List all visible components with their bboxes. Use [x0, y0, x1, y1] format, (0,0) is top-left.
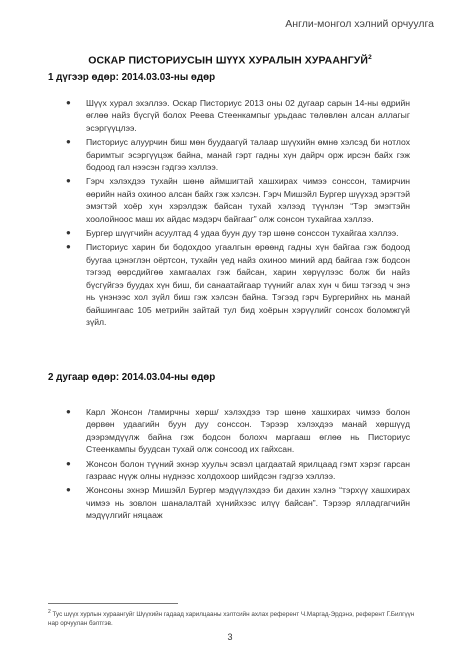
list-item-text: Гэрч хэлэхдээ тухайн шөнө аймшигтай хашхирах чимээ сонссон, тамирчин өөрийн найз охиноо алсан байх гэж хэлсэн. Гэрч Мишэйл Бургер шүүхэд эрэгтэй эмэгтэй хоёр хүн хэрэлдэж байсан тухай хэлээд түүнлэн “Тэр эмэгтэйн хоолойноос маш их айдас мэдэрч байгааг” олж сонсон тухайгаа хэллээ.: [86, 176, 410, 224]
list-item: [66, 136, 410, 173]
bullet-icon: ●: [66, 98, 71, 107]
document-title-text: ОСКАР ПИСТОРИУСЫН ШҮҮХ ХУРАЛЫН ХУРААНГУЙ: [88, 54, 369, 67]
running-header: Англи-монгол хэлний орчуулга: [285, 18, 434, 30]
list-item: [66, 241, 410, 328]
bullet-icon: ●: [66, 137, 71, 147]
list-item: [66, 406, 410, 456]
bullet-list-day-2: [66, 406, 410, 524]
list-item: [66, 484, 410, 521]
bullet-icon: ●: [66, 242, 71, 252]
list-item-text: Писториус алуурчин биш мөн буудаагүй талаар шүүхийн өмнө хэлсэд би нотлох баримтыг эсэргүүцэж байна, манай гэрт гадны хүн дайрч орж ирсэн байх гэж бодоод гал нээсэн гэдгээ хэллээ.: [86, 137, 410, 173]
list-item: [66, 175, 410, 225]
title-footnote-ref: 2: [368, 54, 372, 61]
page-number: 3: [227, 632, 233, 642]
footnote: [48, 608, 418, 628]
list-item: [66, 97, 410, 134]
list-item: [66, 458, 410, 483]
bullet-icon: ●: [66, 458, 71, 468]
document-title: [0, 54, 460, 67]
list-item-text: Шүүх хурал эхэллээ. Оскар Писториус 2013 оны 02 дугаар сарын 14-ны өдрийн өглөө найз бүсгүй болох Реева Стеенкампыг урьдаас төлөвлөн алсан аллагыг эсэргүүцлээ.: [86, 98, 410, 133]
list-item-text: Бургер шүүгчийн асуултад 4 удаа буун дуу тэр шөнө сонссон тухайгаа хэллээ.: [86, 228, 399, 239]
footnote-divider: [48, 603, 178, 604]
section-heading-day-2: 2 дугаар өдөр: 2014.03.04-ны өдөр: [48, 372, 216, 383]
list-item-text: Жонсоны эхнэр Мишэйл Бургер мэдүүлэхдээ би дахин хэлнэ “тэрхүү хашхирах чимээ нь зовлон шаналалтай хүнийхээс илүү байсан”. Тэрээр ялладгагчийн мэдүүлгийг няцааж: [86, 485, 410, 521]
footnote-text: Тус шүүх хурлын хураангуйг Шүүхийн гадаад харилцааны хэлтсийн ахлах референт Ч.Маргад-Эрдэнэ, референт Г.Билгүүн нар орчуулан бэлтгэв.: [48, 611, 415, 627]
list-item-text: Карл Жонсон /тамирчны хөрш/ хэлэхдээ тэр шөнө хашхирах чимээ болон дөрвөн удаагийн буун дуу сонссон. Тэрээр хэлэхдээ манай хөршүүд дээрэмдүүлж байна гэж бодсон болохч маргааш өглөө нь Писториус Стеенкампы буудсан тухай олж сонсоод их гайхсан.: [86, 407, 410, 455]
bullet-icon: ●: [66, 485, 71, 495]
list-item-text: Писториус харин би бодохдоо угаалгын өрөөнд гадны хүн байгаа гэж бодоод буугаа цэнэглэн оёртсон, тухайн үед найз охиноо миний ард байгаа гэж бодсон тэгээд өөрсдийгөө хамгаалах гэж байсан, харин хөрүүлээс болж би найз бүсгүйгээ буудах хүн биш, би санаатайгаар түүнийг алах хүн ч биш тэгээд ч энэ нь үнэнээс хол зүйл биш гэж хэлсэн байна. Тэгээд гэрч Бургерийнх нь манай байшингаас 105 метрийн зайтай тул бид хоёрын хэрүүлийг сонсох боломжгүй зүйл.: [86, 242, 410, 327]
bullet-icon: ●: [66, 176, 71, 186]
list-item: [66, 227, 410, 239]
section-heading-day-1: 1 дүгээр өдөр: 2014.03.03-ны өдөр: [48, 72, 216, 83]
bullet-list-day-1: [66, 97, 410, 330]
bullet-icon: ●: [66, 228, 71, 238]
footnote-ref: 2: [48, 609, 51, 615]
list-item-text: Жонсон болон түүний эхнэр хуульч эсвэл цагдаатай ярилцаад гэмт хэрэг гарсан газраас нүүж олны нүднээс холдохоор шийдсэн гэдгээ хэллээ.: [86, 458, 410, 482]
bullet-icon: ●: [66, 407, 71, 416]
